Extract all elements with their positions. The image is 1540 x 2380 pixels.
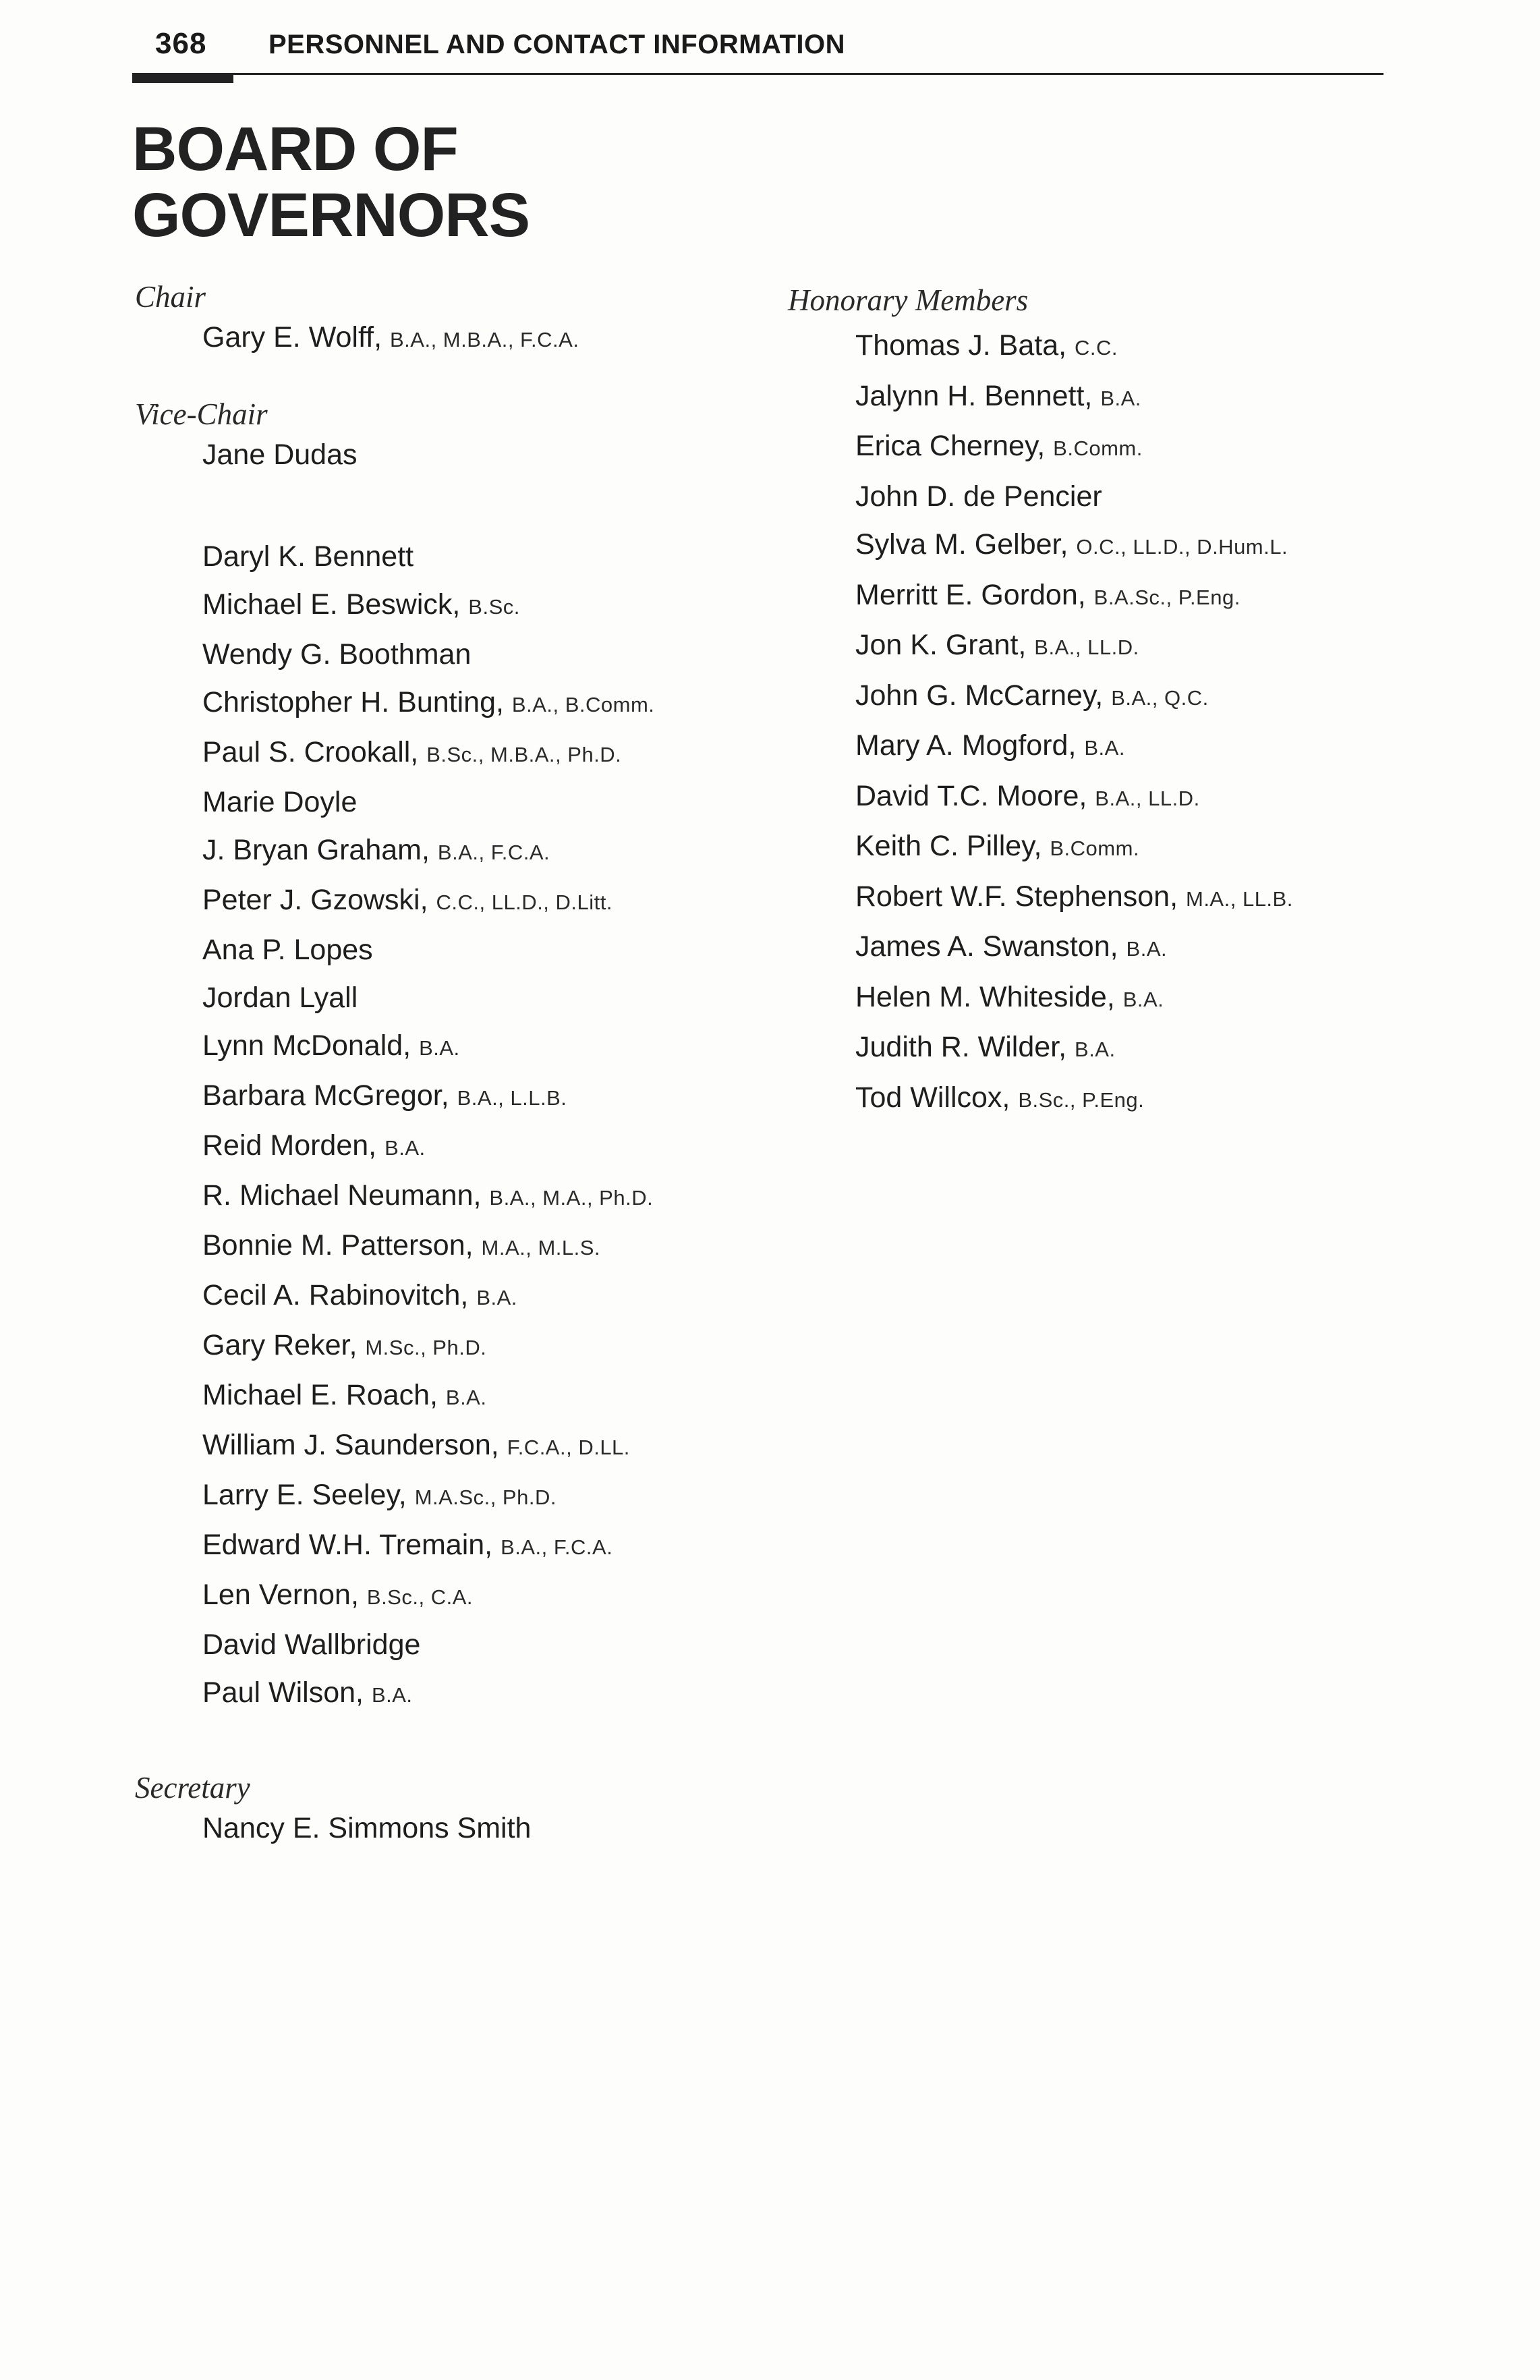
member-name: Lynn McDonald, bbox=[202, 1029, 411, 1062]
member-entry bbox=[135, 679, 742, 729]
member-entry bbox=[135, 533, 742, 581]
member-name: J. Bryan Graham, bbox=[202, 834, 430, 866]
member-name: Jalynn H. Bennett, bbox=[855, 379, 1093, 412]
member-entry bbox=[135, 1521, 742, 1571]
member-entry bbox=[135, 1322, 742, 1371]
member-entry bbox=[135, 631, 742, 679]
member-credentials: B.A. bbox=[371, 1683, 413, 1707]
chair-entry bbox=[135, 317, 742, 360]
member-credentials: B.Sc., C.A. bbox=[366, 1585, 473, 1609]
member-credentials: B.A. bbox=[1122, 987, 1164, 1011]
member-credentials: B.A. bbox=[1084, 736, 1125, 760]
member-name: Peter J. Gzowski, bbox=[202, 884, 428, 916]
member-entry bbox=[135, 876, 742, 926]
member-credentials: B.A., B.Comm. bbox=[511, 693, 655, 716]
member-entry bbox=[135, 1571, 742, 1621]
member-entry bbox=[135, 926, 742, 974]
member-name: Jordan Lyall bbox=[202, 982, 358, 1014]
member-credentials: B.A., F.C.A. bbox=[501, 1535, 613, 1559]
member-name: Michael E. Beswick, bbox=[202, 588, 461, 621]
member-name: Edward W.H. Tremain, bbox=[202, 1529, 493, 1561]
member-name: Mary A. Mogford, bbox=[855, 729, 1077, 762]
member-name: Sylva M. Gelber, bbox=[855, 528, 1068, 561]
members-list bbox=[135, 533, 742, 1719]
member-name: Wendy G. Boothman bbox=[202, 638, 472, 671]
member-name: Gary Reker, bbox=[202, 1329, 358, 1361]
member-credentials: M.A.Sc., Ph.D. bbox=[414, 1485, 557, 1509]
member-entry bbox=[788, 571, 1462, 622]
member-name: Marie Doyle bbox=[202, 786, 358, 818]
member-name: R. Michael Neumann, bbox=[202, 1179, 482, 1212]
member-entry bbox=[788, 473, 1462, 521]
member-credentials: B.A. bbox=[1075, 1038, 1116, 1061]
role-label-chair: Chair bbox=[135, 280, 206, 314]
member-entry bbox=[135, 1669, 742, 1719]
member-credentials: B.A., LL.D. bbox=[1095, 786, 1200, 810]
member-credentials: B.Sc., M.B.A., Ph.D. bbox=[426, 743, 622, 766]
member-name: James A. Swanston, bbox=[855, 930, 1118, 963]
member-credentials: B.A., F.C.A. bbox=[437, 841, 550, 864]
member-entry bbox=[788, 621, 1462, 672]
role-label-secretary: Secretary bbox=[135, 1771, 250, 1805]
member-name: Merritt E. Gordon, bbox=[855, 578, 1086, 611]
member-credentials: M.A., M.L.S. bbox=[481, 1236, 601, 1259]
member-name: Gary E. Wolff, bbox=[202, 321, 382, 353]
member-entry bbox=[135, 1072, 742, 1122]
member-name: Nancy E. Simmons Smith bbox=[202, 1812, 532, 1844]
member-name: Helen M. Whiteside, bbox=[855, 980, 1115, 1013]
member-credentials: F.C.A., D.LL. bbox=[507, 1436, 630, 1459]
member-name: Robert W.F. Stephenson, bbox=[855, 880, 1178, 913]
member-entry bbox=[788, 873, 1462, 924]
member-name: Jon K. Grant, bbox=[855, 629, 1027, 661]
page-number: 368 bbox=[155, 27, 207, 60]
member-name: Bonnie M. Patterson, bbox=[202, 1229, 474, 1262]
member-credentials: B.Comm. bbox=[1053, 436, 1143, 460]
role-label-vice-chair: Vice-Chair bbox=[135, 397, 268, 431]
member-name: Tod Willcox, bbox=[855, 1081, 1010, 1114]
member-entry bbox=[788, 422, 1462, 473]
member-entry bbox=[788, 672, 1462, 722]
role-label-honorary: Honorary Members bbox=[788, 283, 1029, 317]
member-name: Paul S. Crookall, bbox=[202, 736, 419, 768]
member-name: Judith R. Wilder, bbox=[855, 1031, 1067, 1063]
member-credentials: M.A., LL.B. bbox=[1186, 886, 1293, 911]
member-credentials: B.A., M.B.A., F.C.A. bbox=[390, 328, 579, 351]
member-credentials: B.Sc., P.Eng. bbox=[1018, 1087, 1145, 1112]
header-rule bbox=[132, 73, 1384, 75]
member-entry bbox=[788, 372, 1462, 423]
member-name: Thomas J. Bata, bbox=[855, 329, 1067, 362]
member-credentials: B.A. bbox=[384, 1136, 426, 1160]
member-credentials: B.A., Q.C. bbox=[1111, 685, 1209, 710]
member-entry bbox=[135, 1272, 742, 1322]
vice-chair-entry bbox=[135, 434, 742, 475]
member-entry bbox=[135, 1172, 742, 1222]
member-entry bbox=[135, 1022, 742, 1072]
member-name: Len Vernon, bbox=[202, 1579, 359, 1611]
header-accent-bar bbox=[132, 73, 233, 83]
honorary-members-column bbox=[788, 280, 1462, 1124]
member-name: Larry E. Seeley, bbox=[202, 1479, 407, 1511]
member-credentials: B.A. bbox=[445, 1386, 487, 1409]
member-credentials: B.Sc. bbox=[468, 595, 520, 619]
member-credentials: B.A. bbox=[419, 1036, 460, 1060]
member-name: David T.C. Moore, bbox=[855, 779, 1087, 812]
member-entry bbox=[135, 826, 742, 876]
member-entry bbox=[135, 1621, 742, 1669]
page-title-line-2: GOVERNORS bbox=[132, 181, 530, 250]
member-credentials: B.A.Sc., P.Eng. bbox=[1093, 585, 1240, 609]
member-name: John G. McCarney, bbox=[855, 679, 1104, 712]
member-entry bbox=[135, 1471, 742, 1521]
member-entry bbox=[135, 1122, 742, 1172]
member-name: Erica Cherney, bbox=[855, 430, 1046, 462]
member-credentials: O.C., LL.D., D.Hum.L. bbox=[1076, 535, 1288, 559]
member-name: William J. Saunderson, bbox=[202, 1429, 499, 1461]
member-credentials: B.A. bbox=[1126, 937, 1168, 961]
member-name: Daryl K. Bennett bbox=[202, 540, 414, 573]
page-title-line-1: BOARD OF bbox=[132, 115, 458, 183]
member-name: Barbara McGregor, bbox=[202, 1079, 449, 1112]
member-entry bbox=[135, 974, 742, 1022]
member-entry bbox=[788, 973, 1462, 1024]
member-entry bbox=[135, 778, 742, 826]
member-name: Keith C. Pilley, bbox=[855, 830, 1042, 862]
member-name: Paul Wilson, bbox=[202, 1676, 364, 1709]
member-entry bbox=[135, 1222, 742, 1272]
member-entry bbox=[788, 822, 1462, 873]
member-name: Cecil A. Rabinovitch, bbox=[202, 1279, 469, 1311]
member-name: Christopher H. Bunting, bbox=[202, 686, 504, 718]
member-entry bbox=[135, 581, 742, 631]
member-credentials: B.A., LL.D. bbox=[1034, 635, 1139, 659]
member-name: Reid Morden, bbox=[202, 1129, 377, 1162]
member-name: Ana P. Lopes bbox=[202, 934, 373, 966]
member-credentials: B.Comm. bbox=[1050, 837, 1140, 860]
member-entry bbox=[135, 729, 742, 778]
member-entry bbox=[788, 322, 1462, 372]
secretary-entry bbox=[135, 1808, 742, 1848]
member-name: John D. de Pencier bbox=[855, 480, 1102, 513]
member-credentials: B.A. bbox=[1100, 386, 1141, 410]
member-entry bbox=[788, 772, 1462, 823]
member-entry bbox=[788, 1074, 1462, 1125]
member-entry bbox=[788, 722, 1462, 772]
member-name: Michael E. Roach, bbox=[202, 1379, 438, 1411]
member-entry bbox=[135, 1421, 742, 1471]
honorary-members-list bbox=[788, 322, 1462, 1124]
page-header bbox=[0, 0, 1540, 88]
member-credentials: C.C., LL.D., D.Litt. bbox=[436, 890, 612, 914]
page-title bbox=[132, 116, 807, 248]
running-head: PERSONNEL AND CONTACT INFORMATION bbox=[268, 30, 845, 59]
member-entry bbox=[788, 1023, 1462, 1074]
member-entry bbox=[788, 923, 1462, 973]
member-credentials: B.A., L.L.B. bbox=[457, 1086, 567, 1110]
member-entry bbox=[788, 521, 1462, 571]
member-credentials: M.Sc., Ph.D. bbox=[365, 1336, 487, 1359]
member-name: David Wallbridge bbox=[202, 1628, 421, 1661]
member-name: Jane Dudas bbox=[202, 438, 358, 471]
member-credentials: B.A., M.A., Ph.D. bbox=[489, 1186, 654, 1210]
member-credentials: B.A. bbox=[476, 1286, 517, 1309]
member-entry bbox=[135, 1371, 742, 1421]
board-members-column bbox=[135, 277, 742, 1848]
member-credentials: C.C. bbox=[1075, 336, 1118, 360]
